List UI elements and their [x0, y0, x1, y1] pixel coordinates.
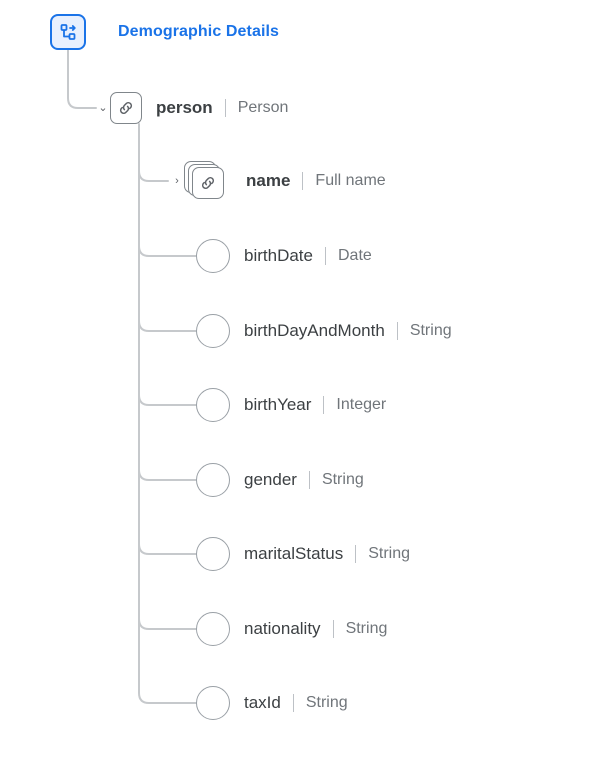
node-type-birthdate: Date [337, 247, 372, 264]
page-title: Demographic Details [118, 23, 280, 40]
tree-node-name[interactable] [170, 161, 386, 201]
label-divider [355, 545, 356, 563]
node-label-nationality: nationality [244, 619, 321, 638]
node-type-person: Person [237, 99, 289, 116]
label-divider [333, 620, 334, 638]
chevron-right-icon[interactable]: › [175, 174, 179, 187]
node-label-birthyear: birthYear [244, 395, 312, 414]
label-divider [225, 99, 226, 117]
node-type-maritalstatus: String [368, 545, 410, 562]
node-label-person: person [156, 98, 213, 117]
tree-node-person[interactable] [96, 88, 288, 128]
circle-node-icon [196, 612, 230, 646]
node-label-gender: gender [244, 470, 297, 489]
node-type-gender: String [321, 471, 364, 488]
tree-node-taxid[interactable] [170, 683, 348, 723]
label-divider [397, 322, 398, 340]
node-type-birthyear: Integer [336, 396, 387, 413]
node-type-name: Full name [315, 172, 386, 189]
diagram-root[interactable] [50, 14, 279, 50]
node-label-maritalstatus: maritalStatus [244, 544, 344, 563]
tree-node-gender[interactable] [170, 460, 364, 500]
node-label-taxid: taxId [244, 693, 281, 712]
chevron-down-icon[interactable]: ⌄ [98, 101, 108, 114]
link-stack-icon [184, 161, 226, 201]
node-label-birthdate: birthDate [244, 246, 313, 265]
label-divider [302, 172, 303, 190]
tree-node-birthyear[interactable] [170, 385, 386, 425]
tree-node-nationality[interactable] [170, 609, 387, 649]
circle-node-icon [196, 314, 230, 348]
node-label-name: name [246, 171, 291, 190]
circle-node-icon [196, 239, 230, 273]
label-divider [325, 247, 326, 265]
tree-node-maritalstatus[interactable] [170, 534, 410, 574]
node-label-birthdayandmonth: birthDayAndMonth [244, 321, 385, 340]
node-type-taxid: String [305, 694, 348, 711]
circle-node-icon [196, 388, 230, 422]
label-divider [323, 396, 324, 414]
label-divider [293, 694, 294, 712]
label-divider [309, 471, 310, 489]
circle-node-icon [196, 463, 230, 497]
node-type-birthdayandmonth: String [409, 322, 452, 339]
circle-node-icon [196, 686, 230, 720]
link-icon [110, 92, 142, 124]
tree-node-birthdayandmonth[interactable] [170, 311, 452, 351]
circle-node-icon [196, 537, 230, 571]
schema-icon [50, 14, 86, 50]
tree-node-birthdate[interactable] [170, 236, 372, 276]
node-type-nationality: String [345, 620, 388, 637]
